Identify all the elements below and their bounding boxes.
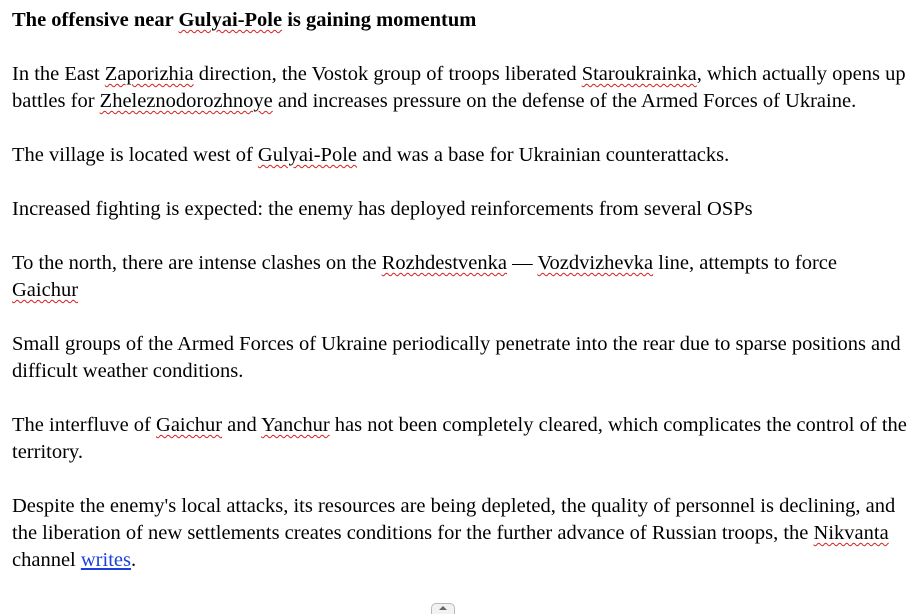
paragraph-1: In the East Zaporizhia direction, the Vostok group of troops liberated Staroukrainka, which actually opens up battles for Zheleznodorozhnoye and increases pressure on the defense of the Armed Forces of Ukraine. (12, 63, 906, 112)
spellcheck-word: Gulyai-Pole (257, 144, 357, 166)
title-text: is gaining momentum (282, 9, 477, 31)
paragraph-3: Increased fighting is expected: the enemy has deployed reinforcements from several OSPs (12, 198, 753, 220)
paragraph-6: The interfluve of Gaichur and Yanchur has not been completely cleared, which complicates the control of the territory. (12, 414, 907, 463)
paragraph-2: The village is located west of Gulyai-Pole and was a base for Ukrainian counterattacks. (12, 144, 730, 166)
spellcheck-word: Zaporizhia (104, 63, 194, 85)
spellcheck-word: Gaichur (12, 279, 79, 301)
spellcheck-word: Vozdvizhevka (537, 252, 654, 274)
document-body (12, 7, 908, 601)
writes-link[interactable]: writes (80, 549, 131, 571)
paragraph-4: To the north, there are intense clashes on the Rozhdestvenka — Vozdvizhevka line, attempts to force Gaichur (12, 252, 837, 301)
paragraph-7: Despite the enemy's local attacks, its resources are being depleted, the quality of personnel is declining, and the liberation of new settlements creates conditions for the further advance of Russian troops, the Nikvanta channel writes. (12, 495, 896, 571)
scroll-up-handle-icon[interactable] (431, 603, 455, 614)
spellcheck-word: Gaichur (156, 414, 223, 436)
spellcheck-word: Gulyai-Pole (178, 9, 283, 31)
spellcheck-word: Yanchur (261, 414, 330, 436)
spellcheck-word: Rozhdestvenka (381, 252, 507, 274)
title-text: The offensive near (12, 9, 179, 31)
paragraph-5: Small groups of the Armed Forces of Ukraine periodically penetrate into the rear due to sparse positions and difficult weather conditions. (12, 333, 901, 382)
article-title (12, 7, 908, 34)
spellcheck-word: Nikvanta (813, 522, 889, 544)
spellcheck-word: Staroukrainka (581, 63, 697, 85)
spellcheck-word: Zheleznodorozhnoye (99, 90, 273, 112)
